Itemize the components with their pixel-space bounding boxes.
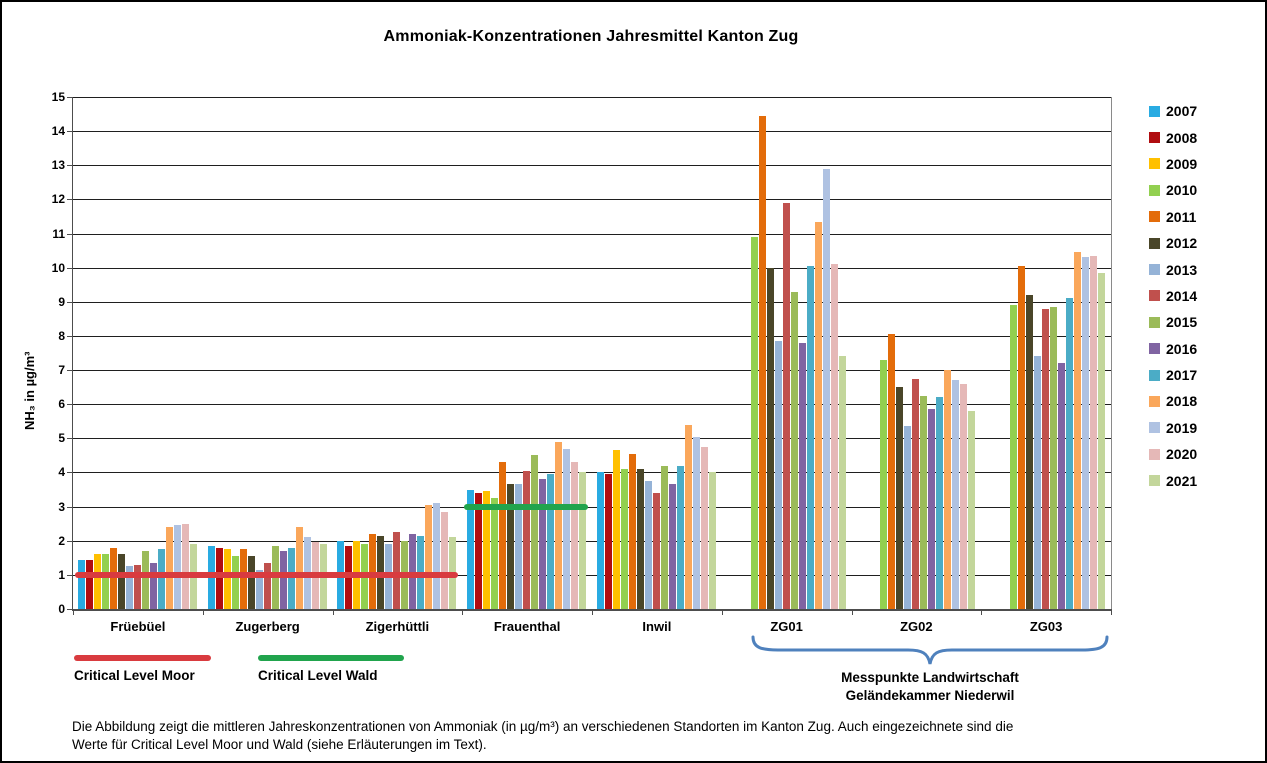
bar-2008-Frauenthal: [475, 493, 482, 609]
y-tick-mark: [67, 370, 72, 371]
y-tick-label: 14: [51, 124, 65, 139]
bar-2010-Frauenthal: [491, 498, 498, 609]
caption-line2: Werte für Critical Level Moor und Wald (siehe Erläuterungen im Text).: [72, 737, 487, 753]
bar-2011-Früebüel: [110, 548, 117, 609]
legend-item-2014: [1149, 283, 1197, 309]
bar-2020-ZG03: [1090, 256, 1097, 609]
bar-2018-Zugerberg: [296, 527, 303, 609]
bar-2014-Frauenthal: [523, 471, 530, 609]
bar-2011-Inwil: [629, 454, 636, 609]
brace-annotation-text: [750, 669, 1110, 704]
legend-swatch-icon: [1149, 132, 1160, 143]
bar-2019-Zigerhüttli: [433, 503, 440, 609]
bar-2013-ZG03: [1034, 356, 1041, 609]
legend-item-2012: [1149, 230, 1197, 256]
bar-2019-ZG01: [823, 169, 830, 609]
legend-label-2020: 2020: [1166, 446, 1198, 463]
bar-2021-ZG03: [1098, 273, 1105, 609]
bar-2011-ZG01: [759, 116, 766, 609]
bar-2013-ZG02: [904, 426, 911, 609]
bar-group-ZG01: [722, 97, 852, 609]
bar-2020-ZG01: [831, 264, 838, 609]
x-tick-mark: [462, 609, 463, 615]
bar-2008-Zugerberg: [216, 548, 223, 609]
legend-item-2015: [1149, 309, 1197, 335]
legend: [1149, 98, 1197, 494]
legend-item-2013: [1149, 256, 1197, 282]
bar-2014-Inwil: [653, 493, 660, 609]
legend-label-2012: 2012: [1166, 235, 1198, 252]
bar-2008-Inwil: [605, 474, 612, 609]
bars-Früebüel: [78, 97, 198, 609]
bar-2018-ZG01: [815, 222, 822, 609]
bar-2021-Inwil: [709, 472, 716, 609]
y-tick-label: 12: [51, 192, 65, 207]
caption: [72, 718, 1182, 754]
y-tick-mark: [67, 404, 72, 405]
bar-group-Früebüel: [73, 97, 203, 609]
bar-2017-Inwil: [677, 466, 684, 609]
legend-label-2021: 2021: [1166, 472, 1198, 489]
bar-2017-ZG01: [807, 266, 814, 609]
reference-line-wald: [464, 504, 588, 510]
legend-label-2009: 2009: [1166, 155, 1198, 172]
bar-2017-Früebüel: [158, 549, 165, 609]
y-tick-mark: [67, 131, 72, 132]
legend-swatch-icon: [1149, 158, 1160, 169]
bar-2020-Inwil: [701, 447, 708, 609]
bar-2016-Inwil: [669, 484, 676, 609]
y-tick-label: 9: [58, 294, 65, 309]
bar-2016-Zugerberg: [280, 551, 287, 609]
bar-2015-Inwil: [661, 466, 668, 609]
bar-2010-Früebüel: [102, 554, 109, 609]
x-axis-label-Zigerhüttli: Zigerhüttli: [365, 619, 430, 634]
legend-label-2010: 2010: [1166, 182, 1198, 199]
bar-2011-ZG03: [1018, 266, 1025, 609]
bar-group-ZG02: [852, 97, 982, 609]
bars-ZG03: [986, 97, 1106, 609]
plot-area: [51, 90, 1112, 634]
bar-2010-ZG01: [751, 237, 758, 609]
curly-brace-path: [753, 637, 1107, 664]
bars-Inwil: [597, 97, 717, 609]
y-tick-label: 13: [51, 158, 65, 173]
bar-2015-Früebüel: [142, 551, 149, 609]
bar-2018-Inwil: [685, 425, 692, 609]
bar-2014-ZG02: [912, 379, 919, 609]
legend-label-2008: 2008: [1166, 129, 1198, 146]
bar-2019-ZG03: [1082, 257, 1089, 609]
legend-item-2019: [1149, 415, 1197, 441]
legend-label-2018: 2018: [1166, 393, 1198, 410]
bar-2021-Frauenthal: [579, 472, 586, 609]
bar-2012-ZG01: [767, 268, 774, 609]
y-tick-label: 7: [58, 363, 65, 378]
bar-2018-Frauenthal: [555, 442, 562, 609]
x-axis-label-ZG02: ZG02: [900, 619, 933, 634]
bar-2010-Inwil: [621, 469, 628, 609]
bar-2019-Frauenthal: [563, 449, 570, 609]
bar-2016-Früebüel: [150, 563, 157, 609]
bar-2020-Frauenthal: [571, 462, 578, 609]
critical-level-wald-line-sample: [258, 655, 404, 661]
bar-2009-Inwil: [613, 450, 620, 609]
bar-2019-ZG02: [952, 380, 959, 609]
bar-2013-Inwil: [645, 481, 652, 609]
bar-2010-Zugerberg: [232, 556, 239, 609]
legend-swatch-icon: [1149, 106, 1160, 117]
bar-2011-Frauenthal: [499, 462, 506, 609]
x-axis-label-Inwil: Inwil: [642, 619, 672, 634]
bar-2021-ZG02: [968, 411, 975, 609]
y-tick-mark: [67, 268, 72, 269]
x-axis-label-Frauenthal: Frauenthal: [493, 619, 561, 634]
legend-item-2009: [1149, 151, 1197, 177]
legend-label-2011: 2011: [1166, 208, 1197, 225]
y-tick-label: 11: [52, 226, 65, 241]
caption-line1: Die Abbildung zeigt die mittleren Jahreskonzentrationen von Ammoniak (in µg/m³) an verschiedenen Standorten im Kanton Zug. Auch eingezeichnete sind die: [72, 719, 1014, 734]
bar-2016-ZG01: [799, 343, 806, 609]
bar-2012-Inwil: [637, 469, 644, 609]
y-tick-mark: [67, 438, 72, 439]
bar-2009-Früebüel: [94, 554, 101, 609]
y-tick-label: 8: [58, 328, 65, 343]
legend-label-2016: 2016: [1166, 340, 1198, 357]
bar-group-Inwil: [592, 97, 722, 609]
x-tick-mark: [203, 609, 204, 615]
bar-2020-Zigerhüttli: [441, 512, 448, 609]
bar-2017-Zugerberg: [288, 548, 295, 609]
y-tick-mark: [67, 199, 72, 200]
bar-2019-Inwil: [693, 437, 700, 609]
y-tick-label: 6: [58, 397, 65, 412]
bar-2019-Früebüel: [174, 525, 181, 609]
legend-swatch-icon: [1149, 317, 1160, 328]
bar-2017-ZG03: [1066, 298, 1073, 609]
bar-2018-Zigerhüttli: [425, 505, 432, 609]
bar-2018-Früebüel: [166, 527, 173, 609]
legend-swatch-icon: [1149, 396, 1160, 407]
legend-swatch-icon: [1149, 475, 1160, 486]
x-tick-mark: [73, 609, 74, 615]
bar-2020-ZG02: [960, 384, 967, 609]
bar-group-Frauenthal: [462, 97, 592, 609]
y-tick-mark: [67, 97, 72, 98]
bar-2008-Früebüel: [86, 560, 93, 609]
legend-item-2018: [1149, 388, 1197, 414]
y-tick-mark: [67, 507, 72, 508]
bar-2009-Zugerberg: [224, 549, 231, 609]
bar-2014-Zigerhüttli: [393, 532, 400, 609]
bar-2012-ZG03: [1026, 295, 1033, 609]
bar-2007-Inwil: [597, 472, 604, 609]
bar-group-Zigerhüttli: [333, 97, 463, 609]
x-axis-label-ZG01: ZG01: [770, 619, 803, 634]
bar-2017-Frauenthal: [547, 474, 554, 609]
legend-swatch-icon: [1149, 185, 1160, 196]
annotation-line2: Geländekammer Niederwil: [845, 687, 1015, 703]
x-tick-mark: [333, 609, 334, 615]
x-tick-mark: [722, 609, 723, 615]
critical-level-moor-label: Critical Level Moor: [74, 668, 195, 683]
y-tick-mark: [67, 336, 72, 337]
legend-label-2015: 2015: [1166, 314, 1198, 331]
y-tick-mark: [67, 234, 72, 235]
y-tick-label: 15: [51, 90, 65, 104]
x-axis-label-Zugerberg: Zugerberg: [235, 619, 300, 634]
bars-ZG01: [727, 97, 847, 609]
legend-item-2021: [1149, 467, 1197, 493]
y-tick-label: 2: [58, 533, 65, 548]
y-tick-mark: [67, 165, 72, 166]
bar-group-Zugerberg: [203, 97, 333, 609]
bar-2016-ZG02: [928, 409, 935, 609]
y-tick-label: 10: [51, 260, 65, 275]
legend-swatch-icon: [1149, 264, 1160, 275]
bar-2012-Zugerberg: [248, 556, 255, 609]
y-tick-label: 4: [58, 465, 65, 480]
y-tick-label: 1: [58, 567, 65, 582]
bar-2015-ZG03: [1050, 307, 1057, 609]
x-axis-label-ZG03: ZG03: [1029, 619, 1063, 634]
y-tick-mark: [67, 609, 72, 610]
bar-2010-ZG03: [1010, 305, 1017, 609]
legend-swatch-icon: [1149, 422, 1160, 433]
annotation-line1: Messpunkte Landwirtschaft: [841, 670, 1019, 685]
legend-item-2016: [1149, 336, 1197, 362]
bars-ZG02: [856, 97, 976, 609]
legend-swatch-icon: [1149, 211, 1160, 222]
bar-2011-Zugerberg: [240, 549, 247, 609]
bar-2017-ZG02: [936, 397, 943, 609]
bar-2018-ZG02: [944, 370, 951, 609]
y-tick-label: 0: [58, 602, 65, 616]
legend-item-2008: [1149, 124, 1197, 150]
x-tick-mark: [981, 609, 982, 615]
bars-Zigerhüttli: [337, 97, 457, 609]
legend-item-2020: [1149, 441, 1197, 467]
y-tick-mark: [67, 541, 72, 542]
x-tick-mark: [592, 609, 593, 615]
bar-2016-ZG03: [1058, 363, 1065, 609]
legend-swatch-icon: [1149, 370, 1160, 381]
legend-item-2010: [1149, 177, 1197, 203]
bar-2007-Früebüel: [78, 560, 85, 609]
bar-2010-ZG02: [880, 360, 887, 609]
critical-level-moor-line-sample: [74, 655, 211, 661]
chart-title: Ammoniak-Konzentrationen Jahresmittel Kanton Zug: [383, 28, 799, 45]
y-tick-label: 5: [58, 431, 65, 446]
legend-label-2007: 2007: [1166, 103, 1198, 120]
y-tick-mark: [67, 302, 72, 303]
bar-2020-Früebüel: [182, 524, 189, 609]
bars-Zugerberg: [208, 97, 328, 609]
bar-2015-Frauenthal: [531, 455, 538, 609]
y-tick-mark: [67, 575, 72, 576]
bar-2012-Früebüel: [118, 554, 125, 609]
legend-label-2013: 2013: [1166, 261, 1198, 278]
x-tick-mark: [852, 609, 853, 615]
legend-swatch-icon: [1149, 343, 1160, 354]
bar-group-ZG03: [981, 97, 1111, 609]
legend-item-2011: [1149, 204, 1197, 230]
y-tick-label: 3: [58, 499, 65, 514]
x-tick-mark: [1111, 609, 1112, 615]
bar-2014-Zugerberg: [264, 563, 271, 609]
bar-2015-ZG02: [920, 396, 927, 609]
bar-2014-ZG01: [783, 203, 790, 609]
curly-brace-icon: [750, 635, 1110, 669]
bar-2018-ZG03: [1074, 252, 1081, 609]
critical-level-wald-label: Critical Level Wald: [258, 668, 378, 683]
x-axis-label-Früebüel: Früebüel: [110, 619, 166, 634]
legend-item-2007: [1149, 98, 1197, 124]
bar-2012-ZG02: [896, 387, 903, 609]
legend-label-2014: 2014: [1166, 287, 1198, 304]
bar-2016-Frauenthal: [539, 479, 546, 609]
bar-2014-ZG03: [1042, 309, 1049, 609]
legend-label-2019: 2019: [1166, 419, 1198, 436]
bar-2021-ZG01: [839, 356, 846, 609]
legend-swatch-icon: [1149, 238, 1160, 249]
legend-item-2017: [1149, 362, 1197, 388]
y-tick-mark: [67, 472, 72, 473]
y-axis-title: NH₃ in µg/m³: [22, 351, 37, 430]
reference-line-moor: [75, 572, 458, 578]
bar-2013-ZG01: [775, 341, 782, 609]
legend-label-2017: 2017: [1166, 367, 1198, 384]
legend-swatch-icon: [1149, 290, 1160, 301]
bars-Frauenthal: [467, 97, 587, 609]
bar-2015-ZG01: [791, 292, 798, 609]
bar-2011-ZG02: [888, 334, 895, 609]
legend-swatch-icon: [1149, 449, 1160, 460]
